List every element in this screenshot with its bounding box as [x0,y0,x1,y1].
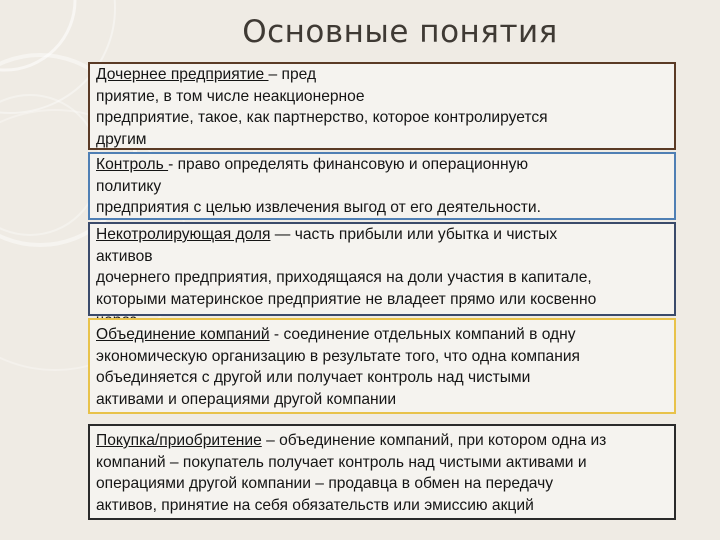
definition-text: – пред [268,66,317,83]
definition-term: Объединение компаний [96,326,270,343]
definition-line [96,224,670,246]
definition-box-control [88,152,676,220]
definition-line: предприятие, такое, как партнерство, которое контролируется [96,109,548,126]
definition-text: – объединение компаний, при котором одна из [261,432,607,449]
definition-line: активами и операциями другой компании [96,390,397,408]
definition-line: экономическую организацию в результате того, что одна компания [96,347,580,365]
definition-line: приятие, в том числе неакционерное [96,87,365,105]
definition-term: Покупка/приобритение [96,432,262,449]
definition-line [96,64,670,86]
definition-line: другим [96,130,147,148]
definition-text: — часть прибыли или убытка и чистых [270,226,558,243]
definition-box-noncontrolling-interest [88,222,676,316]
definition-box-acquisition [88,424,676,520]
definition-text: - право определять финансовую и операционную [168,156,529,173]
definition-line: компаний – покупатель получает контроль над чистыми активами и [96,453,587,471]
definition-text: - соединение отдельных компаний в одну [269,326,576,343]
definition-box-business-combination [88,318,676,414]
definition-term: Некотролирующая доля [96,226,271,243]
definition-line: операциями другой компании – продавца в обмен на передачу [96,475,554,492]
definition-box-subsidiary [88,62,676,150]
definition-line: активов, принятие на себя обязательств или эмиссию акций [96,496,534,514]
definition-line: политику [96,177,162,195]
definition-line: предприятия с целью извлечения выгод от его деятельности. [96,199,541,216]
definition-line: которыми материнское предприятие не владеет прямо или косвенно [96,290,597,308]
definition-line: объединяется с другой или получает контроль над чистыми [96,369,531,386]
slide-title: Основные понятия [242,14,558,50]
definition-line [96,430,670,452]
definition-term: Дочернее предприятие [96,66,269,83]
definition-line [96,154,670,176]
definition-term: Контроль [96,156,169,173]
definition-line: дочернего предприятия, приходящаяся на доли участия в капитале, [96,269,592,286]
definition-line: активов [96,247,153,265]
definition-line [96,324,670,346]
